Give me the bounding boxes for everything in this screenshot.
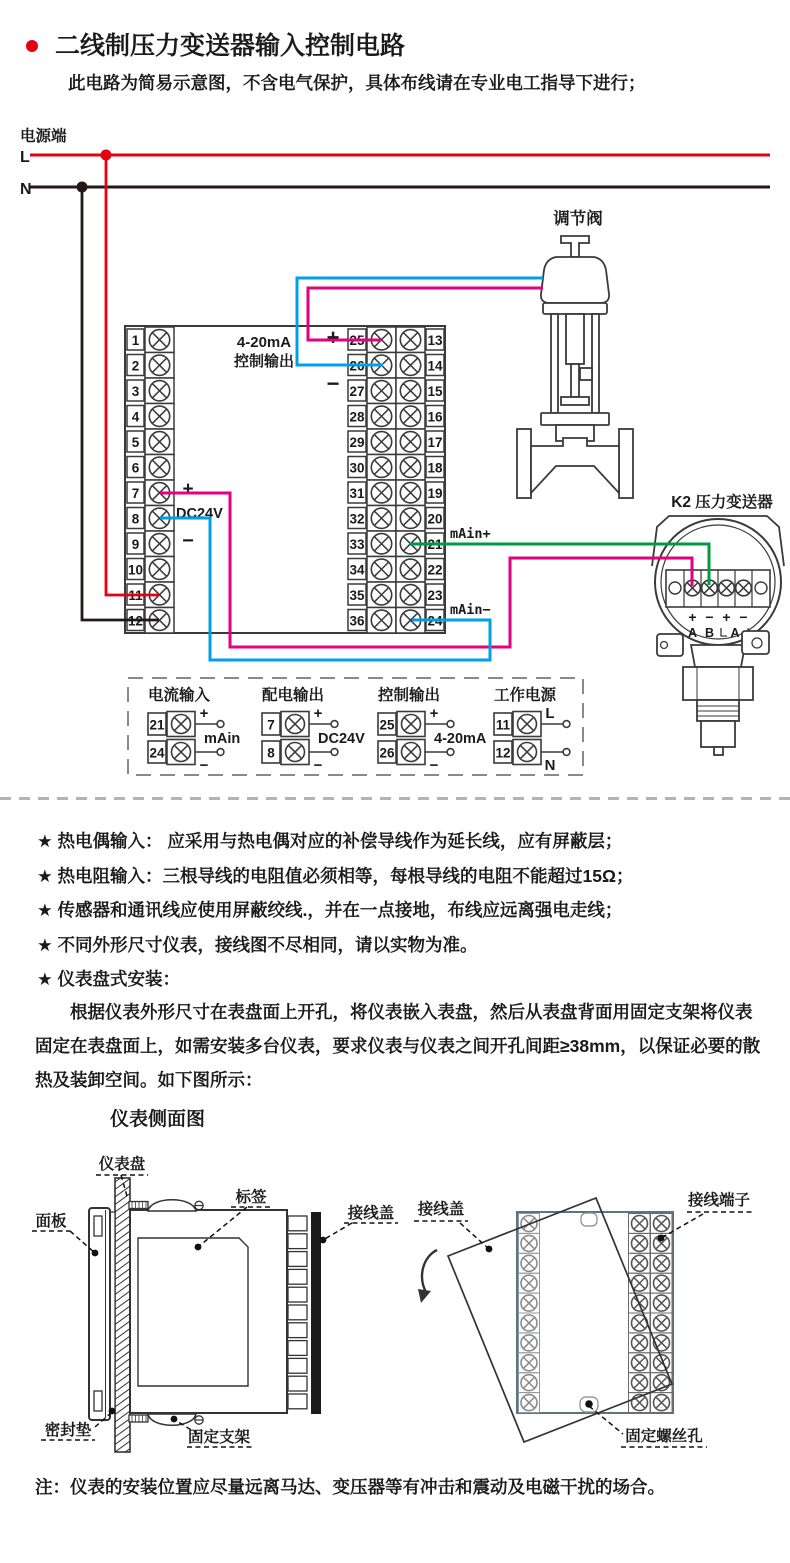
- legend-sign: L: [545, 705, 555, 722]
- front-panel-label: 面板: [35, 1213, 67, 1230]
- legend-sign: +: [199, 705, 209, 722]
- transmitter-pin: A: [687, 626, 698, 640]
- transmitter-pin: A: [730, 626, 740, 640]
- note-star-2: ★ 传感器和通讯线应使用屏蔽绞线.，并在一点接地，布线应远离强电走线；: [37, 900, 623, 920]
- dc24v-label: DC24V: [176, 506, 223, 522]
- transmitter-sign: +: [722, 609, 731, 625]
- legend-group-value: DC24V: [318, 731, 365, 747]
- note-star-0: ★ 热电偶输入： 应采用与热电偶对应的补偿导线作为延长线，应有屏蔽层；: [37, 831, 623, 851]
- instrument-side-view-diagram: [0, 1148, 410, 1463]
- legend-sign: +: [429, 705, 439, 722]
- terminal-number: 22: [427, 562, 443, 578]
- side-view-title: 仪表侧面图: [110, 1109, 206, 1130]
- legend-group-title: 工作电源: [494, 687, 557, 704]
- legend-sign: −: [199, 757, 209, 774]
- control-valve: [517, 236, 633, 498]
- terminal-number: 10: [127, 562, 144, 578]
- live-label: L: [20, 149, 30, 166]
- terminal-number: 27: [349, 384, 365, 399]
- terminal-number: 14: [427, 358, 443, 374]
- page-title: 二线制压力变送器输入控制电路: [55, 32, 406, 60]
- terminal-number: 28: [349, 409, 365, 425]
- section-bullet-icon: [26, 40, 38, 52]
- terminal-cover-side: [311, 1212, 321, 1414]
- pressure-transmitter: [652, 516, 784, 755]
- terminal-number: 6: [131, 460, 140, 476]
- terminal-number: 33: [349, 537, 365, 552]
- terminal-cover-label: 接线盖: [347, 1205, 395, 1222]
- front-panel: [89, 1208, 110, 1420]
- panel-board-label: 仪表盘: [98, 1156, 146, 1173]
- leader-dot: [658, 1235, 665, 1242]
- terminal-number: 13: [427, 333, 443, 348]
- legend-terminal-number: 24: [149, 745, 165, 761]
- tag-area: [138, 1238, 248, 1386]
- note-star-1: ★ 热电阻输入：三根导线的电阻值必须相等，每根导线的电阻不能超过15Ω；: [37, 865, 634, 886]
- notes-list: [37, 824, 767, 997]
- transmitter-sign: −: [705, 609, 714, 625]
- legend-group-title: 配电输出: [262, 687, 325, 704]
- legend-terminal-number: 7: [267, 717, 275, 733]
- terminal-number: 15: [427, 384, 443, 399]
- terminal-number: 3: [131, 384, 140, 399]
- main-plus-label: mAin+: [450, 526, 491, 542]
- terminals-label: 接线端子: [687, 1192, 751, 1209]
- legend-sign: −: [313, 757, 323, 774]
- transmitter-sign: +: [688, 609, 697, 625]
- terminal-number: 20: [427, 511, 443, 527]
- terminal-number: 36: [349, 613, 365, 629]
- terminal-number: 24: [427, 613, 443, 629]
- transmitter-label: K2 压力变送器: [671, 494, 773, 511]
- terminal-number: 1: [131, 333, 140, 348]
- terminal-number: 34: [349, 562, 365, 578]
- legend-terminal-number: 8: [267, 745, 275, 761]
- plus-sign: +: [326, 325, 340, 350]
- junction-dot: [77, 182, 88, 193]
- legend-group-value: mAin: [204, 731, 241, 747]
- legend-group-title: 电流输入: [148, 687, 211, 704]
- control-output-label: 控制输出: [233, 353, 295, 370]
- terminal-number: 16: [427, 409, 443, 425]
- legend-group-title: 控制输出: [378, 687, 441, 704]
- tag-label: 标签: [235, 1189, 267, 1206]
- terminal-number: 26: [349, 358, 365, 374]
- terminal-number: 25: [349, 333, 365, 348]
- terminal-number: 23: [427, 588, 443, 603]
- terminal-number: 21: [427, 537, 443, 552]
- terminal-legend: [128, 678, 583, 775]
- terminal-number: 2: [131, 358, 140, 374]
- terminal-number: 32: [349, 511, 365, 527]
- terminal-number: 18: [427, 460, 443, 476]
- note-star-3: ★ 不同外形尺寸仪表，接线图不尽相同，请以实物为准。: [37, 934, 478, 955]
- terminal-number: 31: [349, 486, 365, 501]
- legend-terminal-number: 12: [495, 745, 511, 761]
- fixing-bracket: [148, 1200, 196, 1211]
- terminal-number: 12: [127, 613, 144, 629]
- terminal-number: 9: [131, 537, 140, 552]
- legend-sign: N: [544, 757, 556, 774]
- screw-hole-label: 固定螺丝孔: [625, 1428, 703, 1445]
- minus-sign: −: [182, 530, 194, 552]
- transmitter-sign: −: [739, 609, 748, 625]
- valve-label: 调节阀: [553, 210, 603, 228]
- legend-terminal-number: 25: [379, 717, 395, 733]
- terminal-number: 7: [131, 486, 140, 501]
- terminal-number: 5: [131, 435, 140, 450]
- junction-dot: [101, 150, 112, 161]
- leader-dot: [320, 1237, 327, 1244]
- plus-sign: +: [182, 479, 194, 500]
- terminal-number: 19: [427, 486, 443, 501]
- terminal-number: 29: [349, 435, 365, 450]
- note-star-4: ★ 仪表盘式安装：: [37, 969, 181, 989]
- terminal-number: 30: [349, 460, 365, 476]
- transmitter-pin: B: [704, 626, 715, 640]
- terminal-number: 11: [128, 588, 143, 603]
- subtitle: 此电路为简易示意图，不含电气保护，具体布线请在专业电工指导下进行；: [68, 73, 646, 93]
- legend-sign: +: [313, 705, 323, 722]
- legend-terminal-number: 26: [379, 745, 395, 761]
- neutral-label: N: [20, 181, 32, 198]
- terminal-number: 4: [131, 409, 140, 425]
- main-minus-label: mAin−: [450, 602, 491, 618]
- legend-group-value: 4-20mA: [434, 731, 487, 747]
- leader-dot: [171, 1416, 178, 1423]
- instrument-rear-view-diagram: [410, 1148, 790, 1463]
- bottom-note: 注：仪表的安装位置应尽量远离马达、变压器等有冲击和震动及电磁干扰的场合。: [35, 1477, 665, 1497]
- minus-sign: −: [326, 371, 340, 396]
- legend-sign: −: [429, 757, 439, 774]
- legend-terminal-number: 21: [149, 717, 165, 733]
- rotate-arrow-icon: [422, 1250, 437, 1294]
- terminal-number: 17: [427, 435, 443, 450]
- install-paragraph: 根据仪表外形尺寸在表盘面上开孔，将仪表嵌入表盘，然后从表盘背面用固定支架将仪表固定在表盘面上，如需安装多台仪表，要求仪表与仪表之间开孔间距≥38mm，以保证必要的散热及装卸空间。如下图所示：: [35, 1002, 761, 1090]
- bracket-label: 固定支架: [187, 1429, 251, 1446]
- terminal-cover-label: 接线盖: [417, 1201, 465, 1218]
- legend-terminal-number: 11: [495, 717, 511, 733]
- gasket-label: 密封垫: [44, 1422, 92, 1439]
- control-output-label: 4-20mA: [236, 334, 292, 351]
- power-terminal-label: 电源端: [20, 128, 67, 145]
- wiring-diagram: [0, 110, 790, 802]
- section-divider: [0, 797, 790, 800]
- terminal-number: 8: [131, 511, 140, 527]
- terminal-number: 35: [349, 588, 365, 603]
